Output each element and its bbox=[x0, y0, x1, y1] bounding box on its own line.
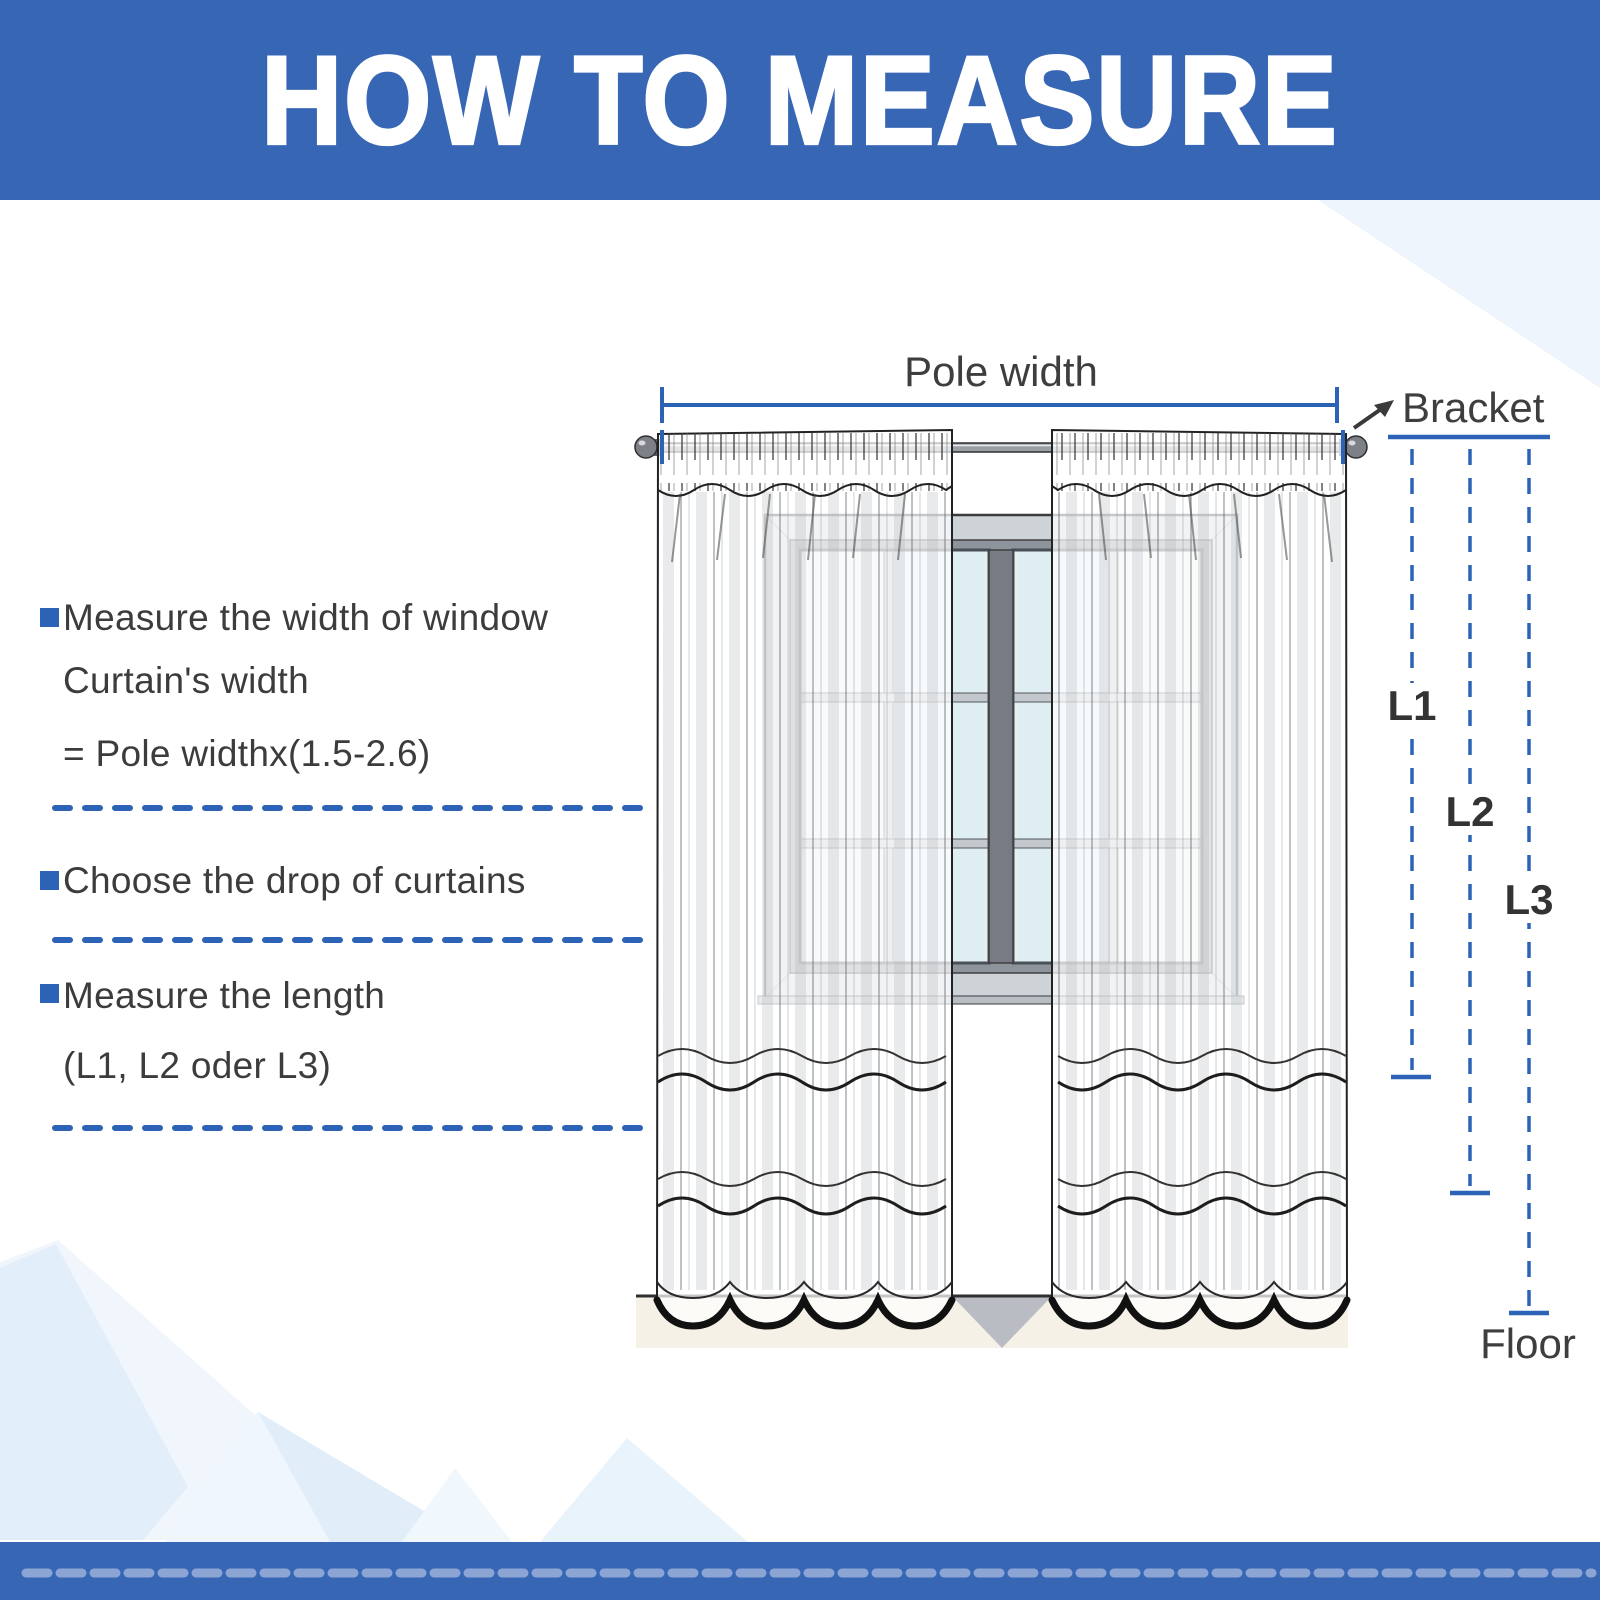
bullet-square-icon bbox=[40, 608, 59, 627]
instruction-line: (L1, L2 oder L3) bbox=[63, 1045, 332, 1086]
right-finial bbox=[1345, 436, 1367, 458]
instruction-line: Measure the length bbox=[63, 975, 386, 1016]
length-measure-lines bbox=[1388, 437, 1550, 1313]
bracket-arrow bbox=[1354, 400, 1394, 428]
bullet-square-icon bbox=[40, 984, 59, 1003]
instruction-line: Choose the drop of curtains bbox=[63, 860, 526, 901]
instruction-line: Measure the width of window bbox=[63, 597, 549, 638]
l1-label: L1 bbox=[1382, 683, 1441, 729]
pole-width-label: Pole width bbox=[904, 348, 1098, 395]
header-banner bbox=[0, 0, 1600, 200]
bottom-band bbox=[0, 1542, 1600, 1600]
page-title: HOW TO MEASURE bbox=[261, 30, 1339, 171]
l3-label: L3 bbox=[1499, 877, 1558, 923]
instruction-line: Curtain's width bbox=[63, 660, 309, 701]
curtain-panel-right bbox=[1052, 430, 1347, 1326]
floor-label: Floor bbox=[1480, 1320, 1576, 1367]
l2-label: L2 bbox=[1440, 789, 1499, 835]
bullet-square-icon bbox=[40, 871, 59, 890]
instruction-line: = Pole widthx(1.5-2.6) bbox=[63, 733, 431, 774]
curtain-panel-left bbox=[657, 430, 952, 1326]
bracket-label: Bracket bbox=[1402, 384, 1545, 431]
left-finial bbox=[635, 436, 657, 458]
